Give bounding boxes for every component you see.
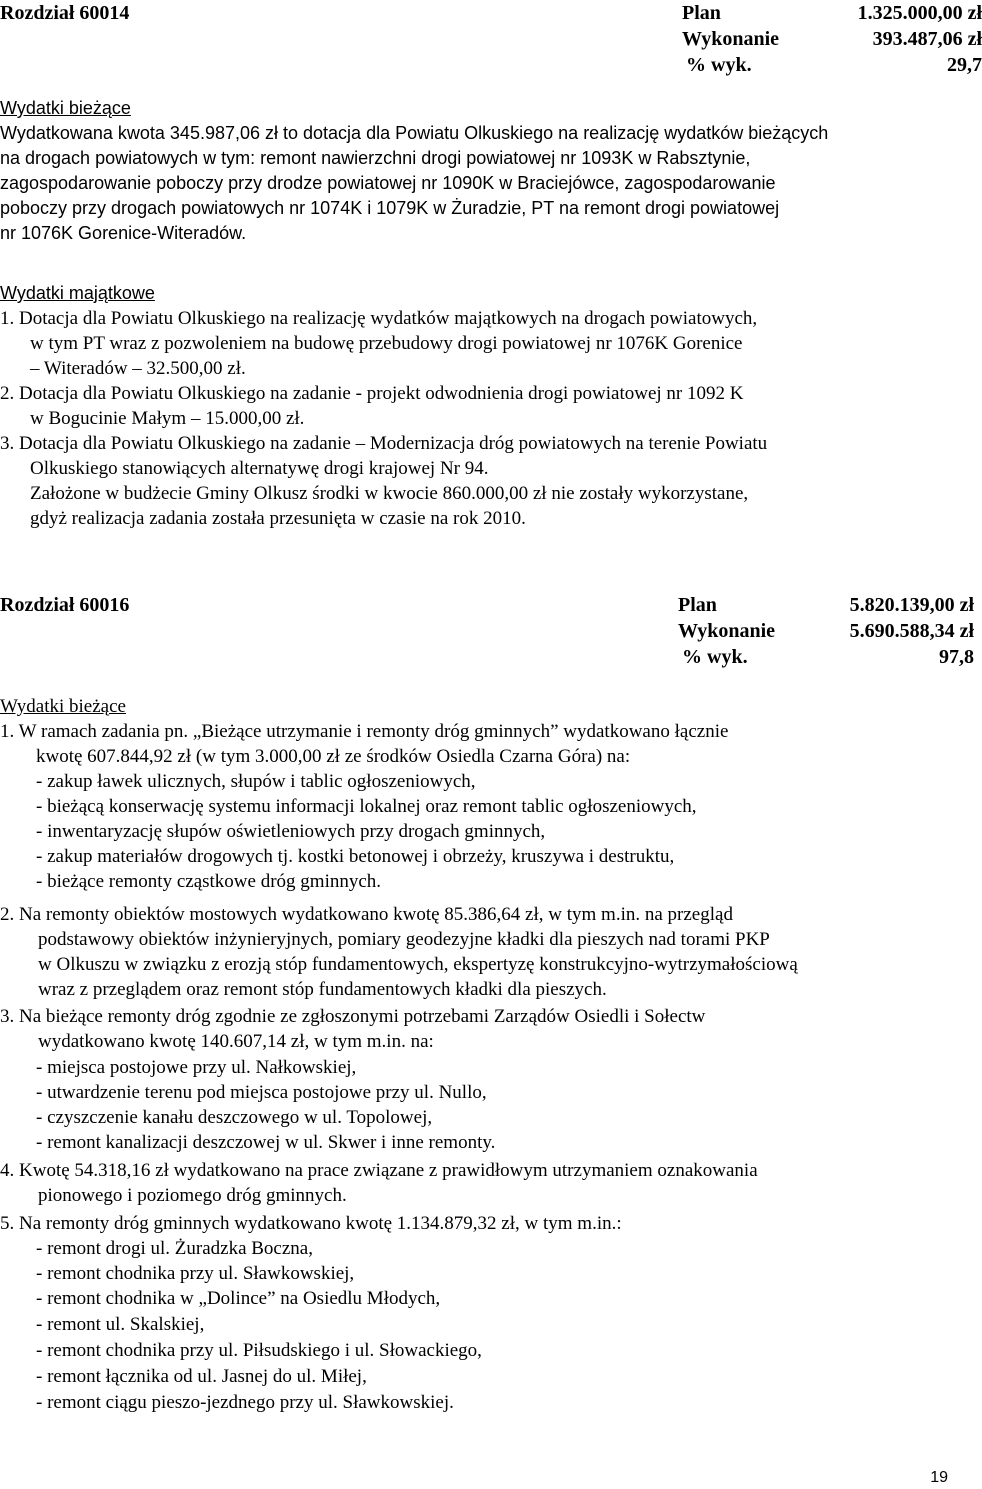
- text-line: - remont chodnika przy ul. Piłsudskiego i ul. Słowackiego,: [36, 1340, 482, 1361]
- section-heading: Wydatki majątkowe: [0, 283, 155, 303]
- text-line: wraz z przeglądem oraz remont stóp fundamentowych kładki dla pieszych.: [38, 979, 607, 1000]
- text-line: - remont ciągu pieszo-jezdnego przy ul. Sławkowskiej.: [36, 1392, 454, 1413]
- text-line: Założone w budżecie Gminy Olkusz środki w kwocie 860.000,00 zł nie zostały wykorzystane,: [30, 483, 749, 504]
- text-line: wydatkowano kwotę 140.607,14 zł, w tym m.in. na:: [38, 1031, 434, 1052]
- chapter-summary: [682, 0, 982, 78]
- text-line: - utwardzenie terenu pod miejsca postojowe przy ul. Nullo,: [36, 1082, 487, 1103]
- text-line: - remont łącznika od ul. Jasnej do ul. Miłej,: [36, 1366, 367, 1387]
- plan-label: Plan: [678, 594, 717, 616]
- text-line: 2. Dotacja dla Powiatu Olkuskiego na zadanie - projekt odwodnienia drogi powiatowej nr 1092 K: [0, 383, 744, 404]
- text-line: Olkuskiego stanowiących alternatywę drogi krajowej Nr 94.: [30, 458, 489, 479]
- exec-value: 393.487,06 zł: [872, 28, 982, 50]
- text-line: pionowego i poziomego dróg gminnych.: [38, 1185, 347, 1206]
- text-line: – Witeradów – 32.500,00 zł.: [30, 358, 246, 379]
- text-line: podstawowy obiektów inżynieryjnych, pomiary geodezyjne kładki dla pieszych nad torami PKP: [38, 929, 770, 950]
- exec-label: Wykonanie: [682, 28, 780, 50]
- text-line: - remont ul. Skalskiej,: [36, 1314, 205, 1335]
- chapter-title: Rozdział 60014: [0, 2, 130, 24]
- pct-label: % wyk.: [682, 646, 748, 668]
- text-line: - remont drogi ul. Żuradzka Boczna,: [36, 1238, 313, 1259]
- text-line: 3. Na bieżące remonty dróg zgodnie ze zgłoszonymi potrzebami Zarządów Osiedli i Sołectw: [0, 1006, 706, 1027]
- pct-value: 29,7: [947, 54, 982, 76]
- text-line: na drogach powiatowych w tym: remont nawierzchni drogi powiatowej nr 1093K w Rabsztynie,: [0, 148, 751, 168]
- pct-label: % wyk.: [686, 54, 752, 76]
- text-line: - bieżące remonty cząstkowe dróg gminnych.: [36, 871, 382, 892]
- text-line: - zakup materiałów drogowych tj. kostki betonowej i obrzeży, kruszywa i destruktu,: [36, 846, 675, 867]
- text-line: Wydatkowana kwota 345.987,06 zł to dotacja dla Powiatu Olkuskiego na realizację wydatków bieżących: [0, 123, 829, 143]
- text-line: - inwentaryzację słupów oświetleniowych przy drogach gminnych,: [36, 821, 546, 842]
- text-line: gdyż realizacja zadania została przesunięta w czasie na rok 2010.: [30, 508, 526, 529]
- chapter-summary: [678, 592, 974, 670]
- text-line: w Olkuszu w związku z erozją stóp fundamentowych, ekspertyzę konstrukcyjno-wytrzymałościową: [38, 954, 798, 975]
- text-line: kwotę 607.844,92 zł (w tym 3.000,00 zł ze środków Osiedla Czarna Góra) na:: [36, 746, 631, 767]
- exec-label: Wykonanie: [678, 620, 776, 642]
- exec-value: 5.690.588,34 zł: [849, 620, 974, 642]
- section-heading: Wydatki bieżące: [0, 696, 126, 717]
- text-line: - remont chodnika przy ul. Sławkowskiej,: [36, 1263, 355, 1284]
- text-line: 4. Kwotę 54.318,16 zł wydatkowano na prace związane z prawidłowym utrzymaniem oznakowania: [0, 1160, 758, 1181]
- pct-value: 97,8: [939, 646, 974, 668]
- text-line: - zakup ławek ulicznych, słupów i tablic ogłoszeniowych,: [36, 771, 476, 792]
- text-line: 1. W ramach zadania pn. „Bieżące utrzymanie i remonty dróg gminnych” wydatkowano łącznie: [0, 721, 729, 742]
- text-line: nr 1076K Gorenice-Witeradów.: [0, 223, 247, 243]
- text-line: - czyszczenie kanału deszczowego w ul. Topolowej,: [36, 1107, 433, 1128]
- section-heading: Wydatki bieżące: [0, 98, 131, 118]
- text-line: 2. Na remonty obiektów mostowych wydatkowano kwotę 85.386,64 zł, w tym m.in. na przegląd: [0, 904, 733, 925]
- text-line: w tym PT wraz z pozwoleniem na budowę przebudowy drogi powiatowej nr 1076K Gorenice: [30, 333, 743, 354]
- plan-label: Plan: [682, 2, 721, 24]
- chapter-title: Rozdział 60016: [0, 594, 130, 616]
- text-line: 5. Na remonty dróg gminnych wydatkowano kwotę 1.134.879,32 zł, w tym m.in.:: [0, 1213, 622, 1234]
- text-line: w Bogucinie Małym – 15.000,00 zł.: [30, 408, 305, 429]
- plan-value: 5.820.139,00 zł: [849, 594, 974, 616]
- plan-value: 1.325.000,00 zł: [857, 2, 982, 24]
- text-line: zagospodarowanie poboczy przy drodze powiatowej nr 1090K w Braciejówce, zagospodarowanie: [0, 173, 776, 193]
- text-line: poboczy przy drogach powiatowych nr 1074K i 1079K w Żuradzie, PT na remont drogi powiatowej: [0, 198, 780, 218]
- text-line: 3. Dotacja dla Powiatu Olkuskiego na zadanie – Modernizacja dróg powiatowych na terenie Powiatu: [0, 433, 768, 454]
- page-number: 19: [930, 1469, 948, 1486]
- text-line: - miejsca postojowe przy ul. Nałkowskiej,: [36, 1057, 357, 1078]
- text-line: - remont chodnika w „Dolince” na Osiedlu Młodych,: [36, 1288, 441, 1309]
- text-line: - remont kanalizacji deszczowej w ul. Skwer i inne remonty.: [36, 1132, 496, 1153]
- text-line: 1. Dotacja dla Powiatu Olkuskiego na realizację wydatków majątkowych na drogach powiatowych,: [0, 308, 758, 329]
- text-line: - bieżącą konserwację systemu informacji lokalnej oraz remont tablic ogłoszeniowych,: [36, 796, 697, 817]
